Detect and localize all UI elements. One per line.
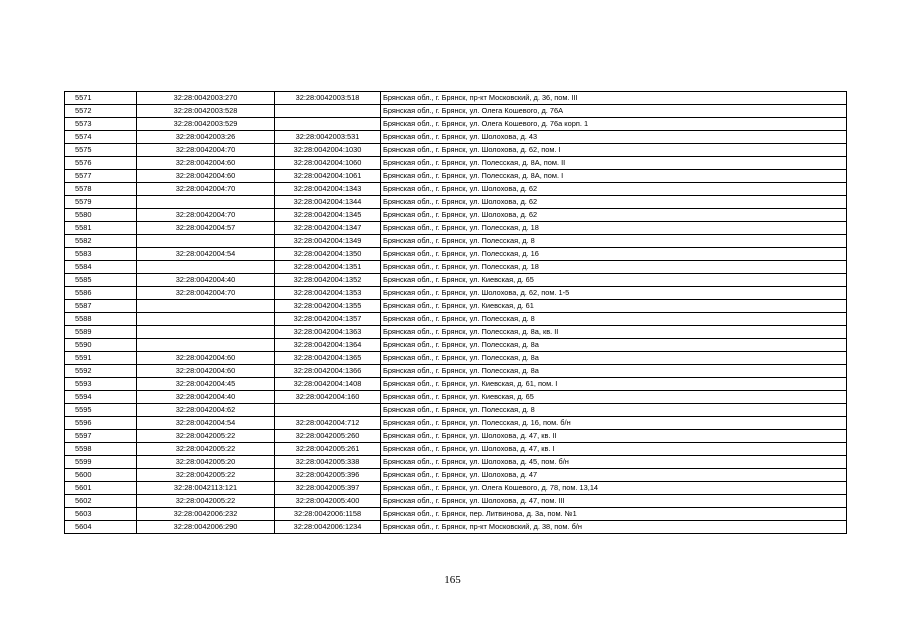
- linked-cadastral-number-cell: 32:28:0042004:1366: [275, 365, 381, 378]
- cadastral-number-cell: 32:28:0042003:529: [137, 118, 275, 131]
- table-row: [65, 508, 847, 521]
- linked-cadastral-number-cell: 32:28:0042004:1350: [275, 248, 381, 261]
- address-cell: Брянская обл., г. Брянск, ул. Полесская, д. 8: [381, 404, 847, 417]
- row-number-cell: 5591: [65, 352, 137, 365]
- address-cell: Брянская обл., г. Брянск, ул. Олега Кошевого, д. 76а корп. 1: [381, 118, 847, 131]
- table-row: [65, 196, 847, 209]
- row-number-cell: 5601: [65, 482, 137, 495]
- row-number-cell: 5604: [65, 521, 137, 534]
- address-cell: Брянская обл., г. Брянск, ул. Шолохова, д. 47, пом. III: [381, 495, 847, 508]
- row-number-cell: 5586: [65, 287, 137, 300]
- registry-table-body: [65, 92, 847, 534]
- row-number-cell: 5593: [65, 378, 137, 391]
- row-number-cell: 5579: [65, 196, 137, 209]
- cadastral-number-cell: 32:28:0042004:70: [137, 183, 275, 196]
- row-number-cell: 5587: [65, 300, 137, 313]
- linked-cadastral-number-cell: 32:28:0042004:1351: [275, 261, 381, 274]
- address-cell: Брянская обл., г. Брянск, ул. Киевская, д. 61, пом. I: [381, 378, 847, 391]
- address-cell: Брянская обл., г. Брянск, ул. Шолохова, д. 45, пом. б/н: [381, 456, 847, 469]
- row-number-cell: 5590: [65, 339, 137, 352]
- address-cell: Брянская обл., г. Брянск, ул. Шолохова, д. 43: [381, 131, 847, 144]
- address-cell: Брянская обл., г. Брянск, ул. Полесская, д. 8а: [381, 352, 847, 365]
- address-cell: Брянская обл., г. Брянск, ул. Полесская, д. 8а, кв. II: [381, 326, 847, 339]
- table-row: [65, 339, 847, 352]
- cadastral-number-cell: 32:28:0042006:232: [137, 508, 275, 521]
- address-cell: Брянская обл., г. Брянск, ул. Полесская, д. 8а: [381, 339, 847, 352]
- table-row: [65, 378, 847, 391]
- linked-cadastral-number-cell: 32:28:0042004:1357: [275, 313, 381, 326]
- cadastral-number-cell: 32:28:0042005:22: [137, 495, 275, 508]
- cadastral-number-cell: 32:28:0042004:60: [137, 157, 275, 170]
- cadastral-number-cell: 32:28:0042004:60: [137, 352, 275, 365]
- row-number-cell: 5573: [65, 118, 137, 131]
- linked-cadastral-number-cell: [275, 105, 381, 118]
- row-number-cell: 5581: [65, 222, 137, 235]
- table-row: [65, 261, 847, 274]
- row-number-cell: 5596: [65, 417, 137, 430]
- table-row: [65, 170, 847, 183]
- linked-cadastral-number-cell: 32:28:0042003:531: [275, 131, 381, 144]
- address-cell: Брянская обл., г. Брянск, ул. Полесская, д. 8А, пом. II: [381, 157, 847, 170]
- cadastral-number-cell: 32:28:0042004:40: [137, 274, 275, 287]
- row-number-cell: 5597: [65, 430, 137, 443]
- linked-cadastral-number-cell: 32:28:0042004:160: [275, 391, 381, 404]
- linked-cadastral-number-cell: 32:28:0042004:1345: [275, 209, 381, 222]
- linked-cadastral-number-cell: 32:28:0042004:1365: [275, 352, 381, 365]
- linked-cadastral-number-cell: 32:28:0042004:1061: [275, 170, 381, 183]
- table-row: [65, 92, 847, 105]
- address-cell: Брянская обл., г. Брянск, ул. Шолохова, д. 62, пом. 1-5: [381, 287, 847, 300]
- table-row: [65, 274, 847, 287]
- cadastral-number-cell: [137, 261, 275, 274]
- cadastral-number-cell: 32:28:0042006:290: [137, 521, 275, 534]
- row-number-cell: 5582: [65, 235, 137, 248]
- table-row: [65, 391, 847, 404]
- cadastral-number-cell: 32:28:0042004:70: [137, 144, 275, 157]
- page-number: 165: [444, 574, 461, 586]
- table-row: [65, 521, 847, 534]
- cadastral-number-cell: 32:28:0042005:20: [137, 456, 275, 469]
- linked-cadastral-number-cell: 32:28:0042004:1344: [275, 196, 381, 209]
- table-row: [65, 209, 847, 222]
- table-row: [65, 222, 847, 235]
- table-row: [65, 131, 847, 144]
- cadastral-number-cell: [137, 313, 275, 326]
- address-cell: Брянская обл., г. Брянск, ул. Шолохова, д. 62: [381, 196, 847, 209]
- cadastral-number-cell: 32:28:0042004:60: [137, 170, 275, 183]
- cadastral-number-cell: 32:28:0042004:62: [137, 404, 275, 417]
- address-cell: Брянская обл., г. Брянск, пр-кт Московский, д. 36, пом. III: [381, 92, 847, 105]
- row-number-cell: 5585: [65, 274, 137, 287]
- row-number-cell: 5600: [65, 469, 137, 482]
- cadastral-number-cell: [137, 326, 275, 339]
- table-row: [65, 235, 847, 248]
- row-number-cell: 5571: [65, 92, 137, 105]
- cadastral-number-cell: 32:28:0042113:121: [137, 482, 275, 495]
- address-cell: Брянская обл., г. Брянск, ул. Шолохова, д. 47, кв. II: [381, 430, 847, 443]
- table-row: [65, 404, 847, 417]
- linked-cadastral-number-cell: 32:28:0042004:1364: [275, 339, 381, 352]
- address-cell: Брянская обл., г. Брянск, ул. Полесская, д. 18: [381, 261, 847, 274]
- linked-cadastral-number-cell: [275, 404, 381, 417]
- table-row: [65, 469, 847, 482]
- address-cell: Брянская обл., г. Брянск, ул. Полесская, д. 16, пом. б/н: [381, 417, 847, 430]
- table-row: [65, 144, 847, 157]
- row-number-cell: 5589: [65, 326, 137, 339]
- address-cell: Брянская обл., г. Брянск, ул. Киевская, д. 65: [381, 274, 847, 287]
- row-number-cell: 5572: [65, 105, 137, 118]
- row-number-cell: 5583: [65, 248, 137, 261]
- row-number-cell: 5592: [65, 365, 137, 378]
- cadastral-number-cell: 32:28:0042004:54: [137, 248, 275, 261]
- registry-table: [64, 91, 847, 534]
- linked-cadastral-number-cell: 32:28:0042006:1234: [275, 521, 381, 534]
- linked-cadastral-number-cell: 32:28:0042004:1030: [275, 144, 381, 157]
- cadastral-number-cell: 32:28:0042004:60: [137, 365, 275, 378]
- address-cell: Брянская обл., г. Брянск, ул. Шолохова, д. 62: [381, 209, 847, 222]
- cadastral-number-cell: 32:28:0042005:22: [137, 469, 275, 482]
- linked-cadastral-number-cell: 32:28:0042004:1352: [275, 274, 381, 287]
- address-cell: Брянская обл., г. Брянск, ул. Полесская, д. 8А, пом. I: [381, 170, 847, 183]
- cadastral-number-cell: 32:28:0042003:528: [137, 105, 275, 118]
- linked-cadastral-number-cell: 32:28:0042005:260: [275, 430, 381, 443]
- table-row: [65, 105, 847, 118]
- row-number-cell: 5588: [65, 313, 137, 326]
- cadastral-number-cell: [137, 196, 275, 209]
- table-row: [65, 482, 847, 495]
- cadastral-number-cell: 32:28:0042004:70: [137, 209, 275, 222]
- address-cell: Брянская обл., г. Брянск, ул. Полесская, д. 8: [381, 235, 847, 248]
- cadastral-number-cell: 32:28:0042005:22: [137, 443, 275, 456]
- row-number-cell: 5599: [65, 456, 137, 469]
- table-row: [65, 183, 847, 196]
- address-cell: Брянская обл., г. Брянск, ул. Полесская, д. 8: [381, 313, 847, 326]
- linked-cadastral-number-cell: 32:28:0042004:1363: [275, 326, 381, 339]
- table-row: [65, 326, 847, 339]
- cadastral-number-cell: 32:28:0042003:26: [137, 131, 275, 144]
- linked-cadastral-number-cell: [275, 118, 381, 131]
- table-row: [65, 352, 847, 365]
- table-row: [65, 365, 847, 378]
- address-cell: Брянская обл., г. Брянск, ул. Киевская, д. 65: [381, 391, 847, 404]
- cadastral-number-cell: 32:28:0042003:270: [137, 92, 275, 105]
- table-row: [65, 313, 847, 326]
- address-cell: Брянская обл., г. Брянск, ул. Шолохова, д. 47: [381, 469, 847, 482]
- table-row: [65, 495, 847, 508]
- cadastral-number-cell: 32:28:0042004:45: [137, 378, 275, 391]
- address-cell: Брянская обл., г. Брянск, ул. Полесская, д. 18: [381, 222, 847, 235]
- table-row: [65, 248, 847, 261]
- linked-cadastral-number-cell: 32:28:0042005:338: [275, 456, 381, 469]
- table-row: [65, 430, 847, 443]
- table-row: [65, 118, 847, 131]
- linked-cadastral-number-cell: 32:28:0042005:261: [275, 443, 381, 456]
- linked-cadastral-number-cell: 32:28:0042004:1347: [275, 222, 381, 235]
- address-cell: Брянская обл., г. Брянск, ул. Олега Кошевого, д. 78, пом. 13,14: [381, 482, 847, 495]
- address-cell: Брянская обл., г. Брянск, ул. Шолохова, д. 62: [381, 183, 847, 196]
- cadastral-number-cell: 32:28:0042004:54: [137, 417, 275, 430]
- linked-cadastral-number-cell: 32:28:0042005:396: [275, 469, 381, 482]
- table-row: [65, 443, 847, 456]
- row-number-cell: 5580: [65, 209, 137, 222]
- linked-cadastral-number-cell: 32:28:0042005:397: [275, 482, 381, 495]
- linked-cadastral-number-cell: 32:28:0042006:1158: [275, 508, 381, 521]
- row-number-cell: 5575: [65, 144, 137, 157]
- cadastral-number-cell: 32:28:0042004:40: [137, 391, 275, 404]
- address-cell: Брянская обл., г. Брянск, пр-кт Московский, д. 38, пом. б/н: [381, 521, 847, 534]
- row-number-cell: 5598: [65, 443, 137, 456]
- linked-cadastral-number-cell: 32:28:0042004:1408: [275, 378, 381, 391]
- address-cell: Брянская обл., г. Брянск, ул. Полесская, д. 8а: [381, 365, 847, 378]
- cadastral-number-cell: 32:28:0042004:70: [137, 287, 275, 300]
- cadastral-number-cell: 32:28:0042005:22: [137, 430, 275, 443]
- table-row: [65, 287, 847, 300]
- linked-cadastral-number-cell: 32:28:0042004:1349: [275, 235, 381, 248]
- cadastral-number-cell: [137, 235, 275, 248]
- linked-cadastral-number-cell: 32:28:0042004:1343: [275, 183, 381, 196]
- cadastral-number-cell: [137, 300, 275, 313]
- row-number-cell: 5578: [65, 183, 137, 196]
- address-cell: Брянская обл., г. Брянск, ул. Шолохова, д. 62, пом. I: [381, 144, 847, 157]
- row-number-cell: 5594: [65, 391, 137, 404]
- linked-cadastral-number-cell: 32:28:0042004:1060: [275, 157, 381, 170]
- linked-cadastral-number-cell: 32:28:0042004:712: [275, 417, 381, 430]
- address-cell: Брянская обл., г. Брянск, ул. Шолохова, д. 47, кв. I: [381, 443, 847, 456]
- cadastral-number-cell: 32:28:0042004:57: [137, 222, 275, 235]
- row-number-cell: 5602: [65, 495, 137, 508]
- table-row: [65, 456, 847, 469]
- linked-cadastral-number-cell: 32:28:0042005:400: [275, 495, 381, 508]
- linked-cadastral-number-cell: 32:28:0042004:1355: [275, 300, 381, 313]
- row-number-cell: 5574: [65, 131, 137, 144]
- table-row: [65, 300, 847, 313]
- cadastral-number-cell: [137, 339, 275, 352]
- address-cell: Брянская обл., г. Брянск, пер. Литвинова, д. 3а, пом. №1: [381, 508, 847, 521]
- row-number-cell: 5595: [65, 404, 137, 417]
- table-row: [65, 417, 847, 430]
- row-number-cell: 5584: [65, 261, 137, 274]
- table-row: [65, 157, 847, 170]
- address-cell: Брянская обл., г. Брянск, ул. Олега Кошевого, д. 76А: [381, 105, 847, 118]
- linked-cadastral-number-cell: 32:28:0042004:1353: [275, 287, 381, 300]
- linked-cadastral-number-cell: 32:28:0042003:518: [275, 92, 381, 105]
- address-cell: Брянская обл., г. Брянск, ул. Полесская, д. 16: [381, 248, 847, 261]
- row-number-cell: 5603: [65, 508, 137, 521]
- address-cell: Брянская обл., г. Брянск, ул. Киевская, д. 61: [381, 300, 847, 313]
- row-number-cell: 5576: [65, 157, 137, 170]
- row-number-cell: 5577: [65, 170, 137, 183]
